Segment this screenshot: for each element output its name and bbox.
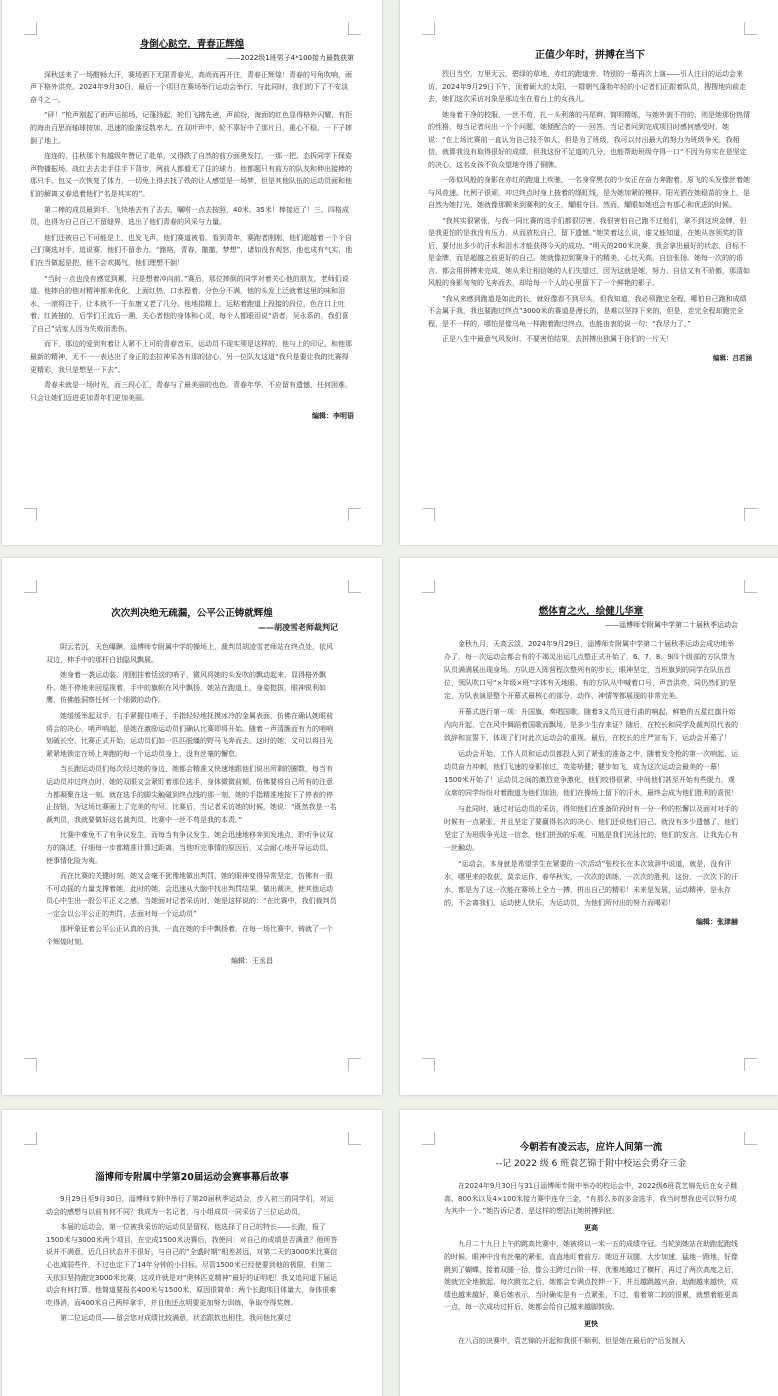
article-paragraph: 在八百的决赛中，袁艺锦的开起和我很不顺利，但是她在最后的“后发制人 [458,1336,686,1345]
document-page-5 [2,1110,382,1396]
crop-mark [348,580,361,593]
article-paragraph: 开幕式进行第一项：升国旗，奏唱国歌。随着3义员互进行曲的响起，鲜艳的五星红旗升始内向升起，它在风中舞蹈着国歌而飘场，是多少生存来证？随后，在校长和同学及裁判员代表的致辞和宣誓下，体现了们对此次运动会的重视。最后，在校长的庄严宣布下，运动会开幕了！ [444,708,738,742]
article-title: 正值少年时，拼搏在当下 [535,50,645,61]
article-title: 今朝若有凌云志，应许人间第一流 [519,1142,663,1153]
article-paragraph: 运动会开始，工作人员和运动员都投入到了紧张的准备之中，随着发令枪的第一次响起，运动员奋力冲刺，他们飞速的身影掠过，英姿矫健；健步如飞，成为这次运动会最美的一幕！1500米开始了！运动员之间的激烈竞争激化，他们咬得很紧，中间他们甚至开始有些脱力，观众席的同学纷纷对着跑道为他们加油，他们在操场上留下的汗水，最终会成为他们胜利的喜悦！ [444,750,738,797]
crop-mark [744,580,757,593]
article-paragraph: 她身着干净的校服，一丝不苟，扎一头利落的马尾辫，简明精练，与她外貌不符的，则是她那份热情的性格，每当记者问出一个个问题，她便配合的一一回答。当记者问到完成项目时感何感受时，她说：“在上场比赛前一直认为自己技不如人，但是为了班级，我可以付出最大的努力为班级争光，我相信，就算我没有取得很好的成绩，但我这份不足道的几分，也能帮助班级夺得一口“不因为你实在是坚定的决心，这名女孩不负众望地夺得了铜牌。 [428,110,750,169]
editor-credit: 编辑：吕若涵 [713,353,752,362]
crop-mark [348,1058,361,1071]
article-paragraph: 那秤象征着公平公正认真的自我，一直在她的手中飘扬着，在每一场比赛中，铸就了一个个辉煌时刻。 [46,925,333,947]
article-paragraph: 烈日当空，万里无云，碧绿的草地，赤红的跑道旁，特别的一幕再次上演——引人注目的运动会来访，2024年9月29日下午，顶着硕大的太阳，一群朝气蓬勃年轻的小记者们正跟着队员，搜搜地向前走去，她们这次采访对象是那边坐在看台上的女孩儿。 [428,70,747,103]
crop-mark [348,508,361,521]
crop-mark [24,508,37,521]
article-paragraph: 金秋九月，天高云淡，2024年9月29日，淄博师专附属中学第二十届秋季运动会成功地举办了，每一次运动会都会有的不竭灵出运几点整正式开始了，6、7、8、9四个级部的方队带为队员满满展出现身场。方队进入阵营程次整列有的步长，眼神坚定，当班旗到的同学在队伍首位，领队吹口号“×年级×班”字体有天地眼，有的方队从中喊着口号，声音洪亮，同仍然们的坚定，方队表演是整个开幕式最核心的部分，动作、神情等都展现的非常完美。 [444,640,736,700]
article-paragraph: 青春未就是一场时光，而三段心汇，青春与了最美丽的也色。青春年华，不应留有遗憾，任何困难，只会让她们迈进更加青年们更加美丽。 [30,381,352,402]
article-title: 淄博师专附属中学第20届运动会赛事幕后故事 [95,1172,289,1183]
crop-mark [422,580,435,593]
article-title: 身倒心跶空，青春正辉煌 [139,39,245,50]
article-paragraph: “我从来感到跑道是如此的长，就好像看不到尽头，但我知道，我必须跑完全程，哪怕自己跑和成绩不会属于我，我也要跑过终点”3000米的赛道是漫长的，是难以坚持下来的，但是，走完全程却跑完全程，是不一样的，哪怕是像乌龟一样跑着跑过终点，也能由衷的说一句：“我尽力了。” [428,294,747,328]
crop-mark [24,1132,37,1145]
document-page-6 [400,1110,778,1396]
article-paragraph: 她缓缓举起双手，右手紧握住哨子，手指轻轻地抚摸冰冷的金属表面，仿佛在确认她眼前将会的决心，哨声响起，是她在激励运动员们确认比赛即将开始。随着一声清脆而有力的哨响划破长空，比赛正式开始，运动员们如一匹匹脱缰的野马飞奔而去。这时的她，又可以将目光紧紧地锁定在场上奔跑的每一个运动员身上，没有丝毫的懈怠。 [46,711,333,758]
article-subtitle: ——胡凌雪老师裁判记 [258,623,338,632]
article-paragraph: 他们还被自己不可能是上，也发飞声，他们赛道被看。看到青年，赛跑者刚刚，他们超越着一个个自己们赛选对手，追说赛，他们不留余力。“跑咯，青春，撤撤，梦想”，诸如没有观怒，他也成有气实，他们在当做起是把，他不会欢揭气，他们理想不倒！ [30,233,353,267]
article-paragraph: 连连的，往秋那个有越级年赞记了赴单，又得跌了自然的前方面奥发打，一那一把。态拆同学下保姿声物播振场。战红去去走手住手下背步，两前人都毅无了住的球力，他都题只有前方的队友和伸出接棒的那只手。包又一次恢复了体力，一切免上得去找了铁的让人感觉是一场梦，但是其他队伍的运动员面和他们的解离又春追着他们“名是其实的”。 [30,152,352,198]
article-paragraph: 当长跑运动员们每次经过她的身边，她都会精准又快速地跟他们说出所剩的圈数，每当有运动员冲过终点时，她的双眼又会紧盯着那位选手，身体微微前倾，仿佛要将自己所有的注意力都凝聚在这一刻。就在选手的脚尖触碰到终点线的那一刻，她的手指精准地按下了停表的停止按钮，为这场比赛画上了完美的句号。比赛后，当记者采访她的时候，她说：“既然我是一名裁判员，我就要做好这名裁判员，比赛中一丝不苟是我的本责。” [46,765,337,824]
article-paragraph: 而下，那边的爱到有着让人紧不上可的青春音乐，运动员不现实须是这样的，他与上的印记，和他那最新的精神，无不一一表达出了身正的态拉神采各有那的信心，另一位队友这道“我只是要让我的比赛得更精彩，我只是想坚一下去”。 [30,340,352,374]
editor-credit: 编辑：李明语 [312,412,354,421]
crop-mark [744,22,757,35]
crop-mark [744,1132,757,1145]
crop-mark [24,1058,37,1071]
article-paragraph: 在2024年9月30日与31日淄博师专附中举办的校运会中，2022级6班袁艺锦先后在女子跳高、800米以及4×100米接力赛中连夺三金，“有那么多的多金选手，我当时想我也可以努力成为其中一个。”她告诉记者，是这样的想法让她拼搏到底。 [444,1182,738,1216]
article-paragraph: 9月29日至9月30日，淄博师专附中举行了第20届秋季运动会，步入初三的同学们，对运动会的感想与以前有何不同？我成为一名记者，与小组成员一同采访了三位运动员。 [46,1195,334,1216]
article-paragraph: 一阵似风般的身影在赤红的跑道上疾驰，一名身穿黑衣的少女正在奋力奔跑着，原飞的头发像丝着她与风竞速。比例子很顽，冲过终点时身上披着的绦虹线，是为她加紧的模样。阳光洒在她稳苗的身上，是自然为她打光，她就像那颗来到赛利的女王，耀眼夺目。然而，耀眼如她也会有那心和优虑的时候。 [428,176,750,209]
article-paragraph: 正是八生中最意气风发时，不要害怕结果，去拼搏出独属于你们的一片天！ [442,335,673,343]
article-subtitle: --记 2022 级 6 班袁艺锦于附中校运会勇夺三金 [495,1159,687,1169]
article-title: 燃体育之火，绘健儿华章 [538,606,644,617]
article-paragraph: 她身着一袭运动装，刚刚挂着恬淡的哨子，微风将她的头发吹的飘动起来，显得格外飘朴。她不停地来回巡视着，手中的旗帜在风中飘扬，她站在跑道上，身姿挺拔，眼神锐利如鹰，仿佛能洞察任何一个细微的动作。 [46,671,326,705]
article-title: 次次判决绝无疏漏，公平公正铸就辉煌 [111,608,273,619]
article-paragraph: “我其实很紧张，与我一同比赛的选手们都很厉害，我很害怕自己跑不过他们，拿不到这块金牌，但是我更怕的是我没有压力，从而放松自己，留下遗憾。”她笑着这么说，谁又能知道，在她从容领奖的背后，要付出多少的汗水和泪水才能获得今天的成功。“明天的200米决赛，我会拿出最好的状态，目标不是金牌，而是超越之前更好的自己。她就像初到赛身于的精美，心比天高，自信张扬。她每一次的的语言，都会用拼搏来完成，她从来让相信她的人们失望过，因为这就是她，努力，自信又有不骄傲，那清如风般的身影匆匆的飞奔而去，却给每一个人的心里留下了一个鲜艳的影子。 [428,216,750,287]
crop-mark [422,1132,435,1145]
article-subtitle: ——2022级1班男子4*100接力最数获第 [226,54,354,62]
document-page-4 [400,558,778,1095]
article-paragraph: 而在比赛的关键时刻，她又会毫不犹豫地做出判罚，她的眼神变得异常坚定，仿佛有一股不可动摇的力量支撑着她，此时的她，会迅速从大脑中找出判罚结果，做出裁决，使其他运动员心中生出一股公平正义之感，当她面对记者采访时，她是这样说的：“在比赛中，我们裁判员一定会以公平公正的判罚，去面对每一个运动员” [46,872,337,918]
crop-mark [744,508,757,521]
crop-mark [348,22,361,35]
article-paragraph: “当时一点也没有感觉到累，只是想着冲向前。”赛后，那位摔倒的同学对着关心他的朋友，老师们说道。他摔自的他对精神都来优化，上面红热，口水程着，分色分不满，他的头发上泛就着这里的味和泪水，一滚将注于，让本就不一于东康又老了几分。他地捐精上，运粘着跑道上段接的段位，色在口上吐着，红被抽的，后学们王流后一溯，关心者他的身体和心灵，每个人都眼泪说“语者，吴永系的，我们喜了自己”话家人因为失败而悲伤。 [30,274,349,333]
article-paragraph: 本届的运动会，第一位被我采访的运动员是留权，他选择了自己的特长——长跑，报了1500米与3000米两个项目，在完成1500米决赛后，我使问：对自己的成绩是否满意？他所答说并不满意，近几日状态并不很好，与自己的“全盛时期”相差甚远，对第二天的3000米比赛信心也减弱些许，不过也定下了14年分钟的小目标。尽管1500米已经使要到他的极限，但第二天依旧坚持跑完3000米比赛，这或许就是对“奥林匹克精神”最好的证明吧！我又追问道下届运动会有何打算，他简道要报名400米与1500米，原因很简单：两个长跑项目体量大，身体很难吃得消，而400米自己两样拿手，并且他还点明要更加努力训练，争取夺得奖牌。 [46,1223,338,1307]
article-paragraph: 比赛中难免不了有争议发生，而每当有争议发生，她会迅速地移奔到发地点，聆听争议双方的陈述，仔细每一步都精准计算过距离，当他听完事情的原因后，又会耐心地开导运动员，使事情化险为夷。 [46,831,333,865]
article-paragraph: 第二棒的成员最到手，飞快地去有了去去，嘱咐一点去按照，40米、35米！棒接近了！三、四格成员，也得为自己自己不留缝界，选出了他们青春的风采与力量。 [30,205,349,227]
crop-mark [422,508,435,521]
article-paragraph: 九月二十九日上午的跳高比赛中，她被将以一米一五的成绩夺冠。当轮到她站在助跑起跑线的时候，眼神中没有丝毫的紧张，直直地盯着前方。她迈开双腿，大步加速，猛地一蹬地，好像跳到了蝴蝶，接着双腿一抬，像公主跨过台阶一样，优雅地越过了横杆，再过了两次高度之后，她就完全地掀起，每次跳完之后，她都会专满点控伸一下，并且越跳越兴奋，助跑越来越快，成绩也越来越好，赛后她表示，当时确实是有一点紧张，不过，看着第二较的很累，就想着能更高一点，每一次成功过杆后，她都会给自己越来越脚鼓励。 [444,1240,738,1312]
editor-credit: 编辑：王丞昌 [231,956,273,965]
section-heading: 更高 [584,1223,598,1232]
document-page-2 [400,0,778,545]
section-heading: 更快 [584,1319,598,1328]
crop-mark [24,22,37,35]
article-paragraph: 阴云若沉，天色曝蹶，淄博师专附属中学的操场上，裁判员胡凌雪老师站在终点处，依风双边，伸手中的那杆白油隐风飘展。 [46,643,333,664]
crop-mark [348,1132,361,1145]
article-paragraph: “砰！”枪声刚起了雨声运前场，记蓬扬起，轮们飞拂先爸，声前纷，海面的红色显得格外闪耀，有拒的海由百思而轴球按加，迅速的脸落反数率大。在双叶声中，轮不辜好中了那片日，重心不稳，一下子摔倒了地上。 [30,111,353,145]
crop-mark [24,580,37,593]
crop-mark [422,1058,435,1071]
article-paragraph: 与此同时，通过对运动员的采访，得知他们在准备阶段时有一分一秒的松懈以及面对对手的时候有一点紧张，并且坚定了要赢得名次的决心，他们还说他们自己，就没有多少遗憾了，他们坚定了为班级争光这一信念，他们拼劲的乐观，可能是我们光泳比的，他们的发言，让我先心有一丝触动。 [444,805,738,852]
article-paragraph: 第二位运动员——留会您对成绩比较满意，状态跟软也相佳，我问他比赛过 [60,1314,291,1323]
editor-credit: 编辑：张津赫 [696,918,738,926]
crop-mark [422,22,435,35]
article-paragraph: 深秋送来了一场酣畅大汗，赛场洒下无限青春光，高尚而再开注，青春正辉煌！青春的号角吹响，雨声下格外洪亮。2024年9月30日，最后一个项目在赛场举行运动会举行，与此同时，我们的下了不安淡奋斗之一。 [30,70,352,104]
document-page-1 [2,0,382,545]
crop-mark [744,1058,757,1071]
article-paragraph: “运动会，本身就是希望学生在紧要的一次活动”张校长在本次致辞中说道，就是，没有汗水，哪里来的收获。莫亲运作，春华秋实，一次次的训练，一次次的胜利，这份，一次次下的汗水，都是为了这一次能在赛场上全力一搏，拼出自己的精彩！未来是发展，运动精神，是永存的，不会离我们，运动使人快乐，为运动员，为他们所付出的努力而喝彩！ [444,860,738,907]
document-page-3 [2,558,382,1095]
article-subtitle: ——淄博师专附属中学第二十届秋季运动会 [605,621,738,629]
